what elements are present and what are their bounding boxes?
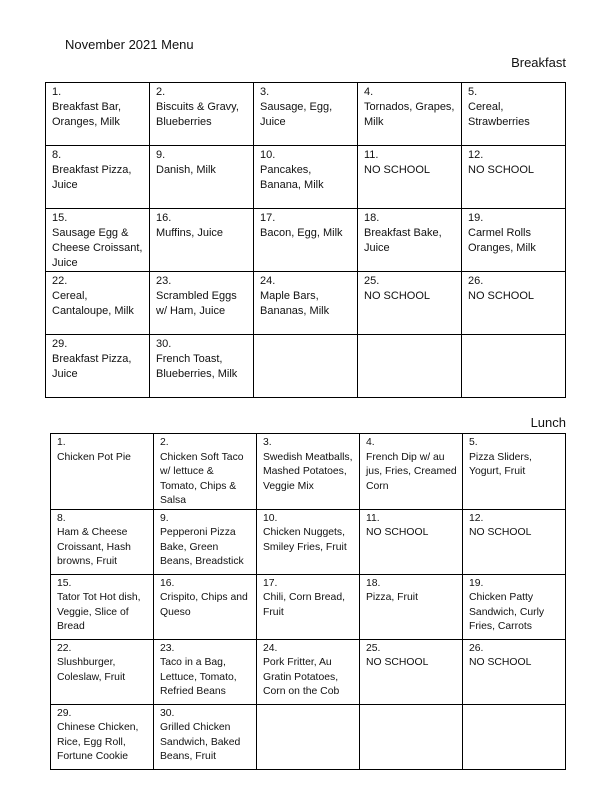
- breakfast-menu-items: NO SCHOOL: [364, 290, 431, 302]
- day-number: 17.: [260, 212, 276, 224]
- breakfast-menu-items: Muffins, Juice: [156, 227, 224, 239]
- day-number: 11.: [366, 512, 380, 524]
- day-number: 9.: [160, 512, 169, 524]
- breakfast-menu-items: Sausage Egg & Cheese Croissant, Juice: [52, 227, 143, 269]
- breakfast-heading: Breakfast: [511, 55, 566, 70]
- breakfast-grid: [46, 83, 566, 398]
- day-number: 19.: [468, 212, 484, 224]
- breakfast-day-cell: [254, 146, 358, 209]
- lunch-day-cell: [51, 639, 154, 704]
- day-number: 10.: [263, 512, 278, 524]
- lunch-day-cell: [154, 509, 257, 574]
- lunch-menu-items: Pizza, Fruit: [366, 592, 418, 603]
- lunch-menu-items: Chili, Corn Bread, Fruit: [263, 592, 346, 618]
- day-number: 23.: [160, 642, 175, 654]
- lunch-menu-items: Crispito, Chips and Queso: [160, 592, 248, 618]
- breakfast-day-cell: [46, 335, 150, 398]
- breakfast-week-row: [46, 209, 566, 272]
- breakfast-menu-items: Bacon, Egg, Milk: [260, 227, 343, 239]
- breakfast-calendar: [45, 82, 566, 398]
- breakfast-day-cell: [46, 272, 150, 335]
- breakfast-menu-items: Biscuits & Gravy, Blueberries: [156, 101, 239, 128]
- day-number: 1.: [57, 437, 66, 448]
- day-number: 24.: [260, 275, 276, 287]
- day-number: 2.: [156, 86, 166, 98]
- lunch-day-cell: [463, 574, 566, 639]
- day-number: 26.: [469, 642, 484, 654]
- breakfast-week-row: [46, 335, 566, 398]
- day-number: 22.: [57, 642, 72, 654]
- lunch-heading: Lunch: [530, 415, 566, 430]
- lunch-week-row: [51, 639, 566, 704]
- breakfast-day-cell: [358, 83, 462, 146]
- lunch-menu-items: Pizza Sliders, Yogurt, Fruit: [469, 451, 532, 477]
- day-number: 26.: [468, 275, 484, 287]
- breakfast-menu-items: Breakfast Pizza, Juice: [52, 353, 132, 380]
- lunch-menu-items: Chinese Chicken, Rice, Egg Roll, Fortune Cookie: [57, 722, 139, 762]
- breakfast-menu-items: Maple Bars, Bananas, Milk: [260, 290, 330, 317]
- breakfast-day-cell: [254, 83, 358, 146]
- breakfast-day-cell: [46, 146, 150, 209]
- day-number: 29.: [52, 338, 68, 350]
- lunch-grid: [51, 434, 566, 770]
- lunch-week-row: [51, 434, 566, 510]
- lunch-day-cell: [360, 704, 463, 769]
- breakfast-menu-items: Tornados, Grapes, Milk: [364, 101, 455, 128]
- breakfast-menu-items: French Toast, Blueberries, Milk: [156, 353, 238, 380]
- day-number: 15.: [52, 212, 68, 224]
- lunch-menu-items: Slushburger, Coleslaw, Fruit: [57, 657, 126, 683]
- document-title: November 2021 Menu: [65, 37, 194, 52]
- lunch-calendar: [50, 433, 566, 770]
- lunch-day-cell: [154, 639, 257, 704]
- lunch-day-cell: [257, 509, 360, 574]
- day-number: 15.: [57, 577, 72, 589]
- breakfast-menu-items: Cereal, Cantaloupe, Milk: [52, 290, 134, 317]
- day-number: 8.: [57, 512, 66, 524]
- lunch-menu-items: Chicken Pot Pie: [57, 451, 131, 463]
- day-number: 25.: [366, 642, 381, 654]
- day-number: 2.: [160, 437, 169, 448]
- day-number: 9.: [156, 149, 166, 161]
- lunch-day-cell: [463, 434, 566, 510]
- breakfast-day-cell: [46, 83, 150, 146]
- day-number: 5.: [469, 437, 478, 448]
- lunch-day-cell: [51, 704, 154, 769]
- day-number: 12.: [469, 512, 484, 524]
- lunch-menu-items: French Dip w/ au jus, Fries, Creamed Corn: [366, 451, 457, 492]
- lunch-day-cell: [360, 574, 463, 639]
- lunch-day-cell: [360, 509, 463, 574]
- breakfast-day-cell: [254, 335, 358, 398]
- breakfast-menu-items: Carmel Rolls Oranges, Milk: [468, 227, 536, 254]
- breakfast-day-cell: [358, 209, 462, 272]
- breakfast-menu-items: Cereal, Strawberries: [468, 101, 530, 128]
- breakfast-day-cell: [254, 272, 358, 335]
- lunch-menu-items: Swedish Meatballs, Mashed Potatoes, Veggie Mix: [263, 451, 353, 492]
- breakfast-menu-items: Breakfast Bake, Juice: [364, 227, 442, 254]
- lunch-menu-items: Pepperoni Pizza Bake, Green Beans, Breadstick: [160, 527, 244, 567]
- breakfast-menu-items: NO SCHOOL: [468, 164, 535, 176]
- lunch-day-cell: [154, 704, 257, 769]
- lunch-day-cell: [463, 704, 566, 769]
- day-number: 19.: [469, 577, 484, 589]
- breakfast-menu-items: Scrambled Eggs w/ Ham, Juice: [156, 290, 237, 317]
- lunch-menu-items: NO SCHOOL: [366, 657, 429, 668]
- breakfast-menu-items: Danish, Milk: [156, 164, 216, 176]
- breakfast-menu-items: Sausage, Egg, Juice: [260, 101, 333, 128]
- lunch-day-cell: [360, 434, 463, 510]
- lunch-menu-items: Pork Fritter, Au Gratin Potatoes, Corn on the Cob: [263, 657, 340, 697]
- lunch-menu-items: Tator Tot Hot dish, Veggie, Slice of Bread: [57, 592, 141, 632]
- day-number: 11.: [364, 149, 379, 161]
- lunch-day-cell: [360, 639, 463, 704]
- breakfast-week-row: [46, 146, 566, 209]
- lunch-day-cell: [257, 434, 360, 510]
- day-number: 30.: [156, 338, 172, 350]
- breakfast-day-cell: [150, 209, 254, 272]
- breakfast-day-cell: [358, 272, 462, 335]
- breakfast-day-cell: [254, 209, 358, 272]
- lunch-day-cell: [51, 509, 154, 574]
- breakfast-day-cell: [462, 83, 566, 146]
- day-number: 29.: [57, 707, 72, 719]
- lunch-menu-items: NO SCHOOL: [469, 527, 532, 538]
- breakfast-menu-items: Breakfast Pizza, Juice: [52, 164, 132, 191]
- day-number: 18.: [366, 577, 381, 589]
- breakfast-day-cell: [462, 335, 566, 398]
- lunch-menu-items: Grilled Chicken Sandwich, Baked Beans, Fruit: [160, 722, 241, 762]
- day-number: 30.: [160, 707, 175, 719]
- day-number: 16.: [160, 577, 175, 589]
- breakfast-week-row: [46, 83, 566, 146]
- lunch-menu-items: Taco in a Bag, Lettuce, Tomato, Refried Beans: [160, 657, 237, 697]
- day-number: 23.: [156, 275, 172, 287]
- lunch-week-row: [51, 574, 566, 639]
- breakfast-day-cell: [150, 335, 254, 398]
- day-number: 25.: [364, 275, 380, 287]
- lunch-menu-items: Chicken Soft Taco w/ lettuce & Tomato, Chips & Salsa: [160, 451, 244, 506]
- day-number: 12.: [468, 149, 484, 161]
- lunch-week-row: [51, 704, 566, 769]
- lunch-menu-items: Ham & Cheese Croissant, Hash browns, Fruit: [57, 527, 131, 567]
- day-number: 18.: [364, 212, 380, 224]
- breakfast-menu-items: NO SCHOOL: [364, 164, 431, 176]
- lunch-day-cell: [51, 434, 154, 510]
- breakfast-menu-items: NO SCHOOL: [468, 290, 535, 302]
- lunch-week-row: [51, 509, 566, 574]
- lunch-menu-items: NO SCHOOL: [366, 527, 429, 538]
- breakfast-day-cell: [462, 209, 566, 272]
- breakfast-week-row: [46, 272, 566, 335]
- lunch-menu-items: NO SCHOOL: [469, 657, 532, 668]
- day-number: 16.: [156, 212, 172, 224]
- lunch-day-cell: [463, 639, 566, 704]
- day-number: 1.: [52, 86, 62, 98]
- lunch-day-cell: [257, 704, 360, 769]
- day-number: 8.: [52, 149, 62, 161]
- lunch-day-cell: [463, 509, 566, 574]
- day-number: 3.: [263, 437, 272, 448]
- lunch-day-cell: [257, 639, 360, 704]
- breakfast-day-cell: [150, 146, 254, 209]
- lunch-day-cell: [154, 574, 257, 639]
- day-number: 5.: [468, 86, 478, 98]
- day-number: 17.: [263, 577, 278, 589]
- lunch-menu-items: Chicken Patty Sandwich, Curly Fries, Carrots: [469, 592, 545, 632]
- breakfast-day-cell: [462, 146, 566, 209]
- lunch-day-cell: [154, 434, 257, 510]
- breakfast-day-cell: [150, 272, 254, 335]
- day-number: 10.: [260, 149, 276, 161]
- breakfast-day-cell: [150, 83, 254, 146]
- breakfast-day-cell: [462, 272, 566, 335]
- lunch-day-cell: [257, 574, 360, 639]
- day-number: 22.: [52, 275, 68, 287]
- breakfast-day-cell: [358, 146, 462, 209]
- lunch-day-cell: [51, 574, 154, 639]
- day-number: 4.: [366, 437, 375, 448]
- breakfast-day-cell: [46, 209, 150, 272]
- day-number: 4.: [364, 86, 374, 98]
- breakfast-menu-items: Breakfast Bar, Oranges, Milk: [52, 101, 122, 128]
- day-number: 3.: [260, 86, 270, 98]
- breakfast-day-cell: [358, 335, 462, 398]
- lunch-menu-items: Chicken Nuggets, Smiley Fries, Fruit: [263, 527, 347, 553]
- day-number: 24.: [263, 642, 278, 654]
- breakfast-menu-items: Pancakes, Banana, Milk: [260, 164, 324, 191]
